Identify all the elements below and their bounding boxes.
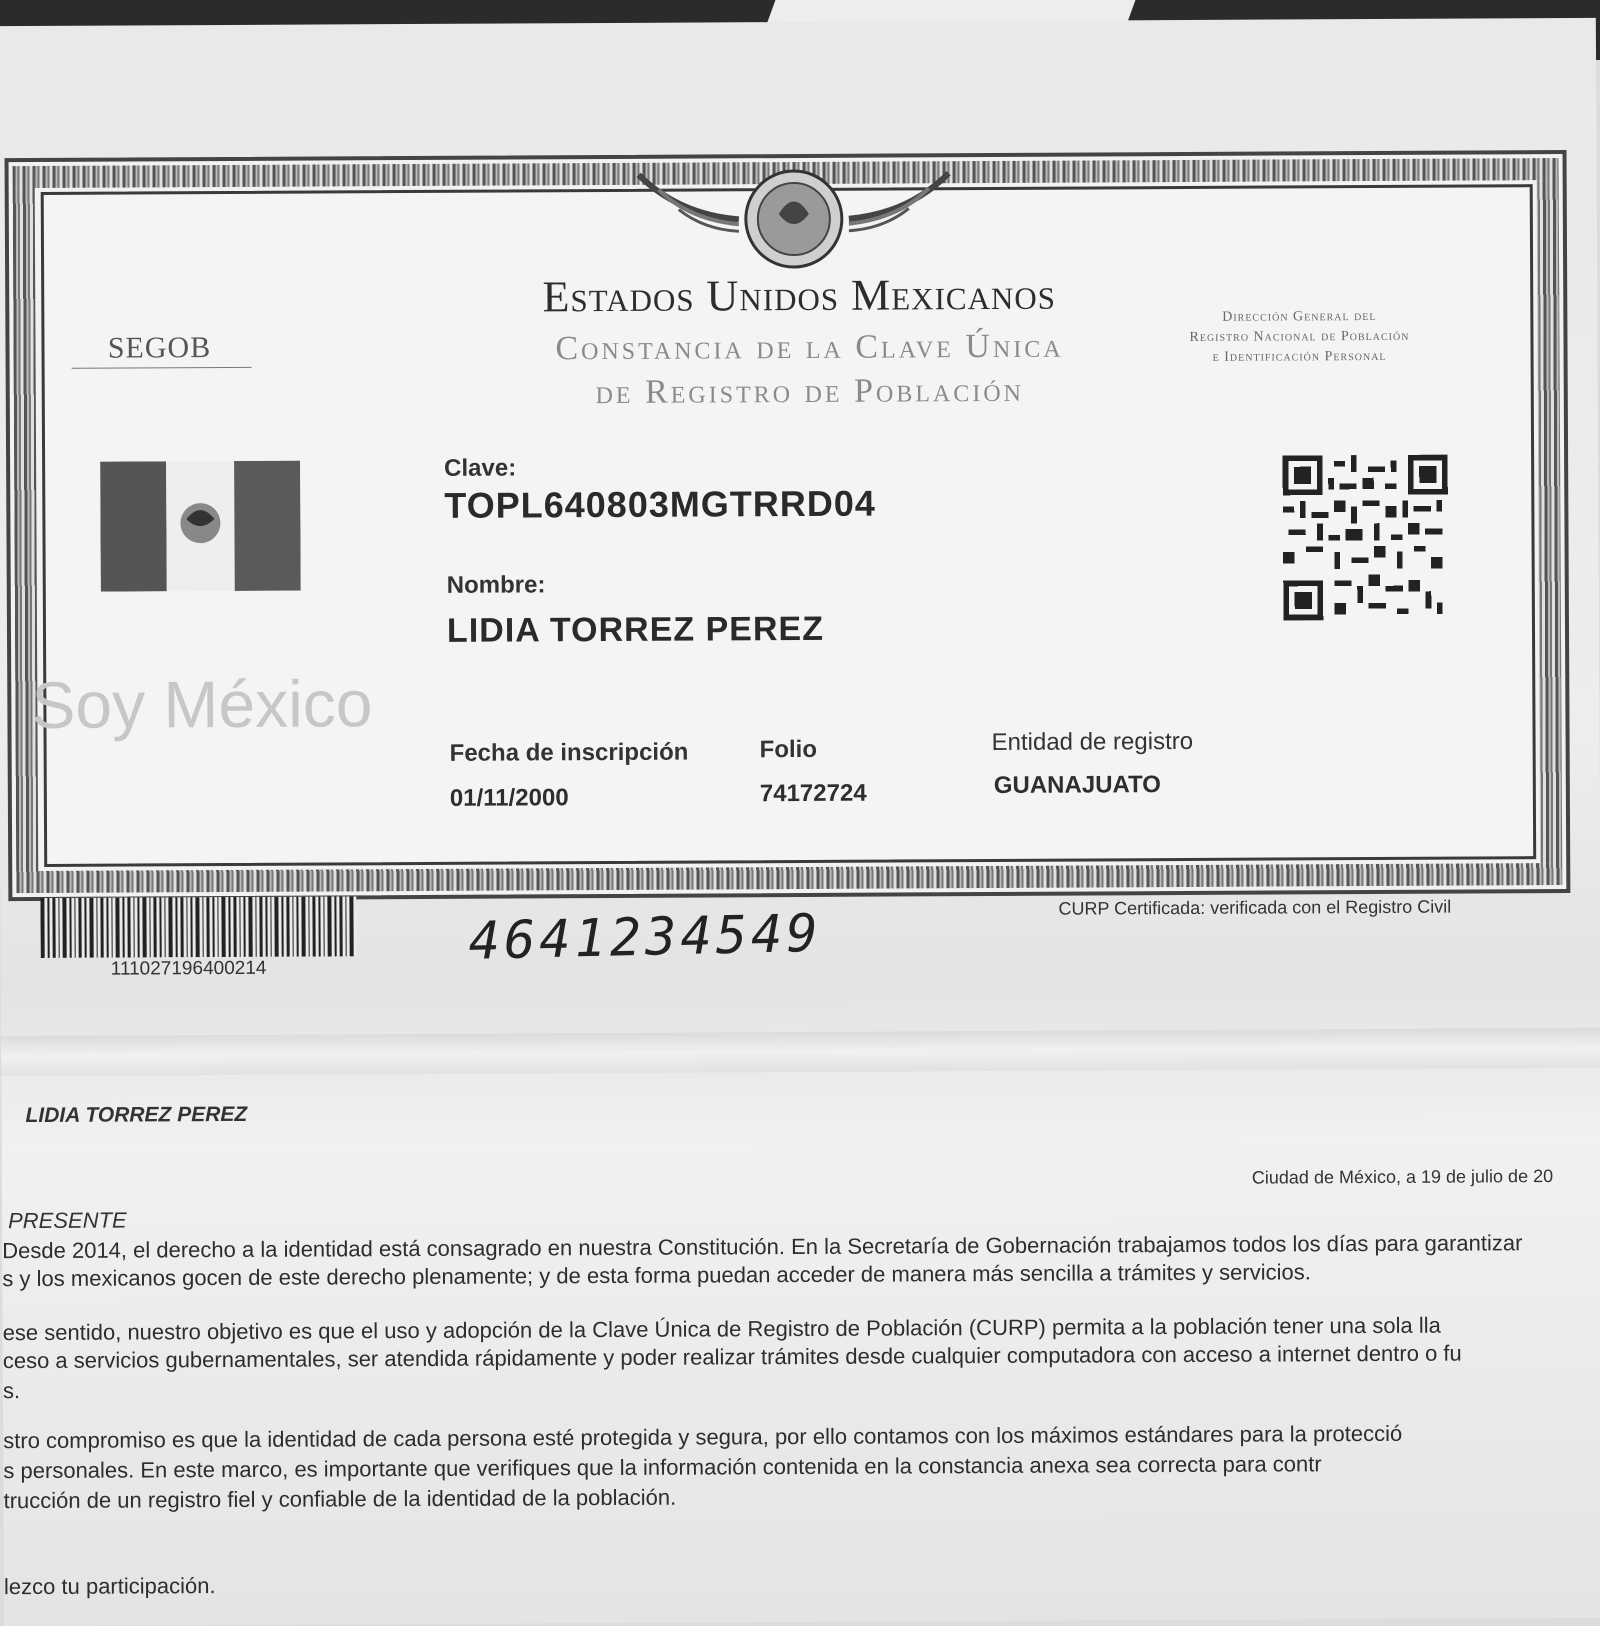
letter-date: Ciudad de México, a 19 de julio de 20: [1251, 1166, 1554, 1188]
direccion-general: [1129, 306, 1469, 368]
letter-line: stro compromiso es que la identidad de cada persona esté protegida y segura, por ello contamos con los máximos estándares para la protecció: [3, 1420, 1403, 1454]
handwritten-number: 4641234549: [467, 903, 823, 972]
nombre-value: LIDIA TORREZ PEREZ: [446, 609, 825, 650]
entidad-label: Entidad de registro: [991, 727, 1194, 756]
certificate-frame: [5, 150, 1571, 901]
paper-fold: [1, 1028, 1600, 1076]
letter-line: lezco tu participación.: [3, 1573, 216, 1600]
folio-label: Folio: [759, 735, 818, 764]
letter-greeting: PRESENTE: [8, 1207, 127, 1234]
letter-line: Desde 2014, el derecho a la identidad está consagrado en nuestra Constitución. En la Secretaría de Gobernación trabajamos todos los días para garantizar: [2, 1230, 1523, 1264]
certificate-title-line2: de Registro de Población: [595, 371, 1025, 412]
entidad-value: GUANAJUATO: [993, 771, 1162, 799]
letter-line: ceso a servicios gubernamentales, ser atendida rápidamente y poder realizar trámites desde cualquier computadora con acceso a internet dentro o fu: [2, 1340, 1462, 1374]
clave-label: Clave:: [444, 454, 517, 482]
letter-line: trucción de un registro fiel y confiable de la identidad de la población.: [3, 1484, 677, 1514]
letter-line: s y los mexicanos gocen de este derecho plenamente; y de esta forma puedan acceder de manera más sencilla a trámites y servicios.: [2, 1259, 1311, 1292]
curp-certificada-note: CURP Certificada: verificada con el Registro Civil: [1058, 896, 1452, 919]
direccion-line3: e Identificación Personal: [1212, 348, 1387, 365]
folio-value: 74172724: [759, 779, 867, 808]
soy-mexico-watermark: Soy México: [31, 666, 373, 743]
letter-line: ese sentido, nuestro objetivo es que el uso y adopción de la Clave Única de Registro de Población (CURP) permita a la población tener una sola lla: [2, 1312, 1441, 1346]
fecha-value: 01/11/2000: [449, 784, 569, 812]
qr-code-icon: [1280, 455, 1451, 621]
clave-value: TOPL640803MGTRRD04: [444, 482, 876, 526]
letter-line: s personales. En este marco, es importante que verifiques que la información contenida en la constancia anexa sea correcta para contr: [3, 1451, 1322, 1484]
document-page: [0, 18, 1600, 1626]
segob-logo: SEGOB: [107, 331, 212, 365]
barcode-icon: [40, 896, 356, 958]
certificate-country: Estados Unidos Mexicanos: [542, 269, 1057, 322]
barcode-number: 111027196400214: [110, 957, 267, 980]
fecha-label: Fecha de inscripción: [449, 738, 689, 767]
letter-line: s.: [2, 1378, 21, 1404]
nombre-label: Nombre:: [446, 571, 546, 599]
mexico-flag-icon: [100, 461, 301, 592]
direccion-line1: Dirección General del: [1222, 308, 1377, 325]
certificate-title-line1: Constancia de la Clave Única: [555, 327, 1064, 368]
letter-recipient: LIDIA TORREZ PEREZ: [25, 1102, 248, 1128]
coat-of-arms-icon: [629, 163, 960, 275]
certificate-title: [419, 324, 1199, 416]
direccion-line2: Registro Nacional de Población: [1189, 328, 1410, 345]
